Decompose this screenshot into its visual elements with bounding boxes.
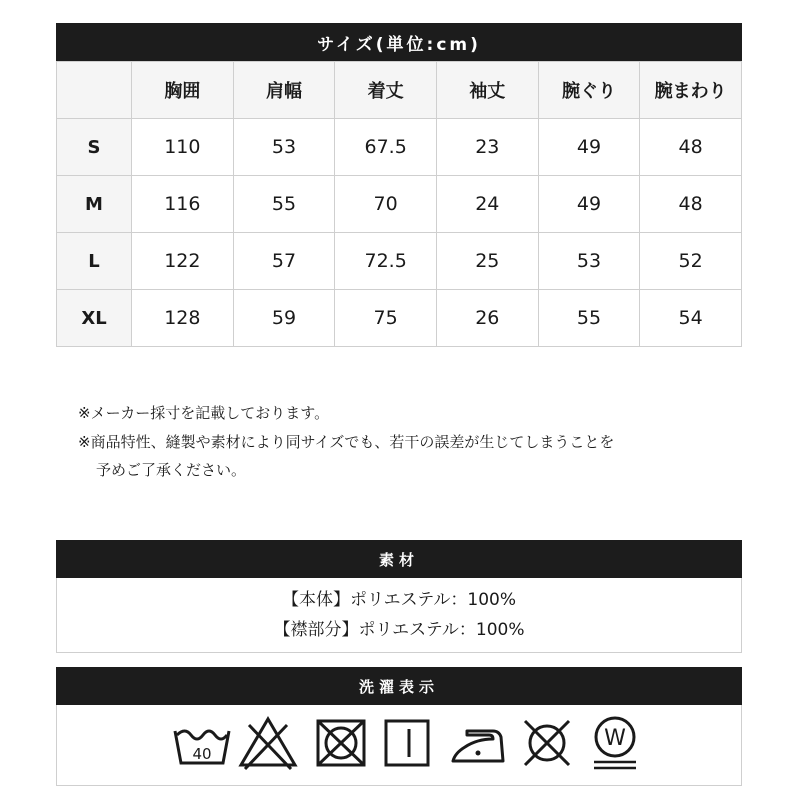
material-body	[56, 578, 742, 653]
table-row	[57, 119, 742, 176]
table-row	[57, 176, 742, 233]
material-title: 素材	[56, 540, 742, 578]
table-row	[57, 290, 742, 347]
column-header: 胸囲	[132, 62, 234, 119]
table-cell: 49	[538, 176, 640, 233]
iron-low-icon	[447, 711, 509, 773]
column-header: 腕ぐり	[538, 62, 640, 119]
table-cell: 122	[132, 233, 234, 290]
care-title: 洗濯表示	[56, 667, 742, 705]
table-cell: 53	[233, 119, 335, 176]
size-table-title: サイズ(単位:cm)	[56, 23, 742, 61]
wet-clean-icon	[584, 711, 646, 773]
table-cell: 48	[640, 119, 742, 176]
size-label: M	[57, 176, 132, 233]
table-row	[57, 233, 742, 290]
column-header: 着丈	[335, 62, 437, 119]
table-cell: 55	[233, 176, 335, 233]
size-label: S	[57, 119, 132, 176]
table-cell: 72.5	[335, 233, 437, 290]
note-line: ※メーカー採寸を記載しております。	[78, 404, 330, 422]
wet-clean-letter: W	[604, 726, 626, 751]
material-line-collar: 【襟部分】ポリエステル：100%	[273, 620, 525, 640]
wash-temp-label: 40	[192, 745, 212, 763]
table-cell: 59	[233, 290, 335, 347]
table-cell: 57	[233, 233, 335, 290]
no-dry-clean-icon	[516, 711, 578, 773]
line-dry-icon	[376, 711, 438, 773]
table-cell: 55	[538, 290, 640, 347]
size-table-header-row	[57, 62, 742, 119]
column-header: 腕まわり	[640, 62, 742, 119]
table-cell: 53	[538, 233, 640, 290]
size-table	[56, 61, 742, 347]
wash-40-icon	[171, 711, 233, 773]
table-cell: 52	[640, 233, 742, 290]
size-label: XL	[57, 290, 132, 347]
table-cell: 67.5	[335, 119, 437, 176]
size-label: L	[57, 233, 132, 290]
table-cell: 49	[538, 119, 640, 176]
size-table-corner-cell	[57, 62, 132, 119]
column-header: 袖丈	[436, 62, 538, 119]
table-cell: 48	[640, 176, 742, 233]
table-cell: 110	[132, 119, 234, 176]
table-cell: 116	[132, 176, 234, 233]
no-tumble-dry-icon	[310, 711, 372, 773]
table-cell: 128	[132, 290, 234, 347]
note-line: 予めご了承ください。	[96, 461, 247, 479]
table-cell: 54	[640, 290, 742, 347]
table-cell: 24	[436, 176, 538, 233]
notes-block	[78, 399, 614, 485]
column-header: 肩幅	[233, 62, 335, 119]
no-bleach-icon	[237, 711, 299, 773]
note-line: ※商品特性、縫製や素材により同サイズでも、若干の誤差が生じてしまうことを	[78, 432, 615, 451]
table-cell: 70	[335, 176, 437, 233]
table-cell: 26	[436, 290, 538, 347]
table-cell: 75	[335, 290, 437, 347]
table-cell: 25	[436, 233, 538, 290]
material-line-body: 【本体】ポリエステル：100%	[281, 590, 517, 610]
table-cell: 23	[436, 119, 538, 176]
